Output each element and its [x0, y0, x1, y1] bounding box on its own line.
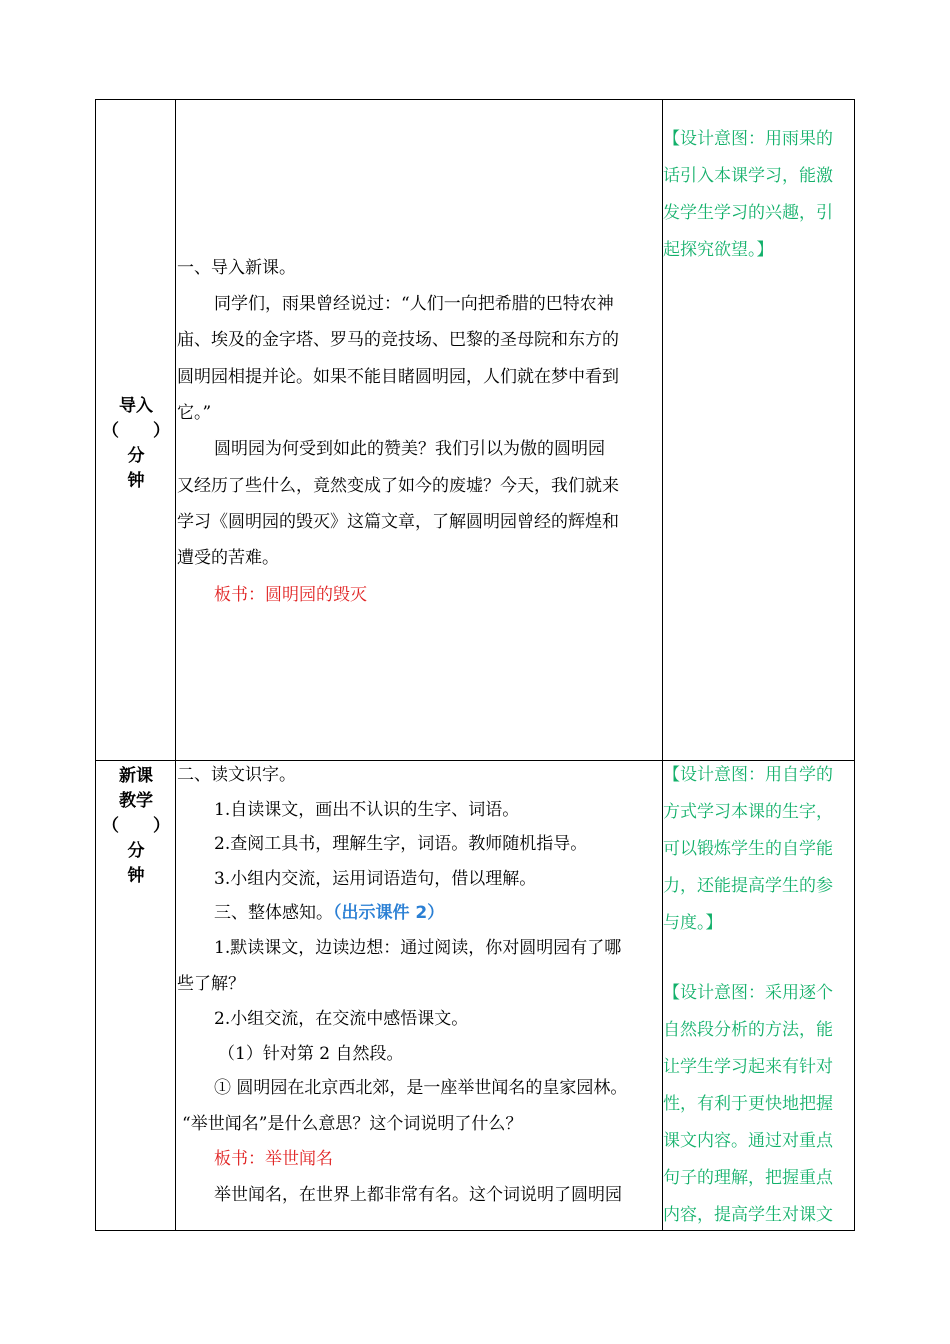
paragraph-line: 1.自读课文，画出不认识的生字、词语。	[214, 800, 520, 820]
note-line: 自然段分析的方法，能	[663, 1020, 833, 1040]
paragraph-line: 1.默读课文，边读边想：通过阅读，你对圆明园有了哪	[214, 938, 622, 958]
row-divider	[96, 760, 854, 761]
label-line: 钟	[127, 866, 145, 886]
board-note: 板书：举世闻名	[214, 1149, 333, 1169]
paragraph-line: 些了解？	[177, 974, 245, 994]
note-line: 【设计意图：采用逐个	[663, 983, 833, 1003]
paragraph-line: 2.查阅工具书，理解生字，词语。教师随机指导。	[214, 834, 588, 854]
paragraph-line: 圆明园相提并论。如果不能目睹圆明园，人们就在梦中看到	[177, 367, 619, 387]
label-line: 新课	[119, 766, 153, 786]
note-line: 发学生学习的兴趣，引	[663, 203, 833, 223]
section-heading: 二、读文识字。	[177, 765, 296, 785]
note-line: 【设计意图：用自学的	[663, 765, 833, 785]
note-line: 【设计意图：用雨果的	[663, 129, 833, 149]
label-line: 教学	[119, 791, 153, 811]
note-line: 课文内容。通过对重点	[663, 1131, 833, 1151]
note-line: 起探究欲望。】	[663, 240, 774, 260]
paragraph-line: 3.小组内交流，运用词语造句，借以理解。	[214, 869, 537, 889]
paragraph-line: （1）针对第 2 自然段。	[218, 1044, 404, 1064]
paragraph-line: 又经历了些什么，竟然变成了如今的废墟？今天，我们就来	[177, 476, 619, 496]
paragraph-line: 2.小组交流，在交流中感悟课文。	[214, 1009, 469, 1029]
section-heading: 三、整体感知。	[214, 903, 333, 923]
row-label-new-lesson	[97, 764, 175, 889]
label-line: 导入	[119, 396, 153, 416]
paragraph-line: ① 圆明园在北京西北郊，是一座举世闻名的皇家园林。	[214, 1078, 628, 1098]
note-line: 话引入本课学习，能激	[663, 166, 833, 186]
paragraph-line: 庙、埃及的金字塔、罗马的竞技场、巴黎的圣母院和东方的	[177, 330, 619, 350]
note-line: 可以锻炼学生的自学能	[663, 839, 833, 859]
note-line: 力，还能提高学生的参	[663, 876, 833, 896]
label-line: （ ）分	[102, 421, 170, 466]
note-line: 性，有利于更快地把握	[663, 1094, 833, 1114]
note-line: 方式学习本课的生字，	[663, 802, 833, 822]
paragraph-line: 圆明园为何受到如此的赞美？我们引以为傲的圆明园	[214, 439, 605, 459]
column-divider-1	[175, 100, 176, 1230]
paragraph-line: 举世闻名，在世界上都非常有名。这个词说明了圆明园	[214, 1185, 622, 1205]
note-line: 内容，提高学生对课文	[663, 1205, 833, 1225]
label-line: 钟	[127, 471, 145, 491]
paragraph-line: 它。”	[177, 403, 212, 423]
note-line: 与度。】	[663, 913, 723, 933]
courseware-ref: （出示课件 2）	[333, 903, 445, 923]
paragraph-line: 同学们，雨果曾经说过：“人们一向把希腊的巴特农神	[214, 294, 614, 314]
label-line: （ ）分	[102, 816, 170, 861]
note-line: 让学生学习起来有针对	[663, 1057, 833, 1077]
paragraph-line: “举世闻名”是什么意思？这个词说明了什么？	[182, 1114, 523, 1134]
board-note: 板书：圆明园的毁灭	[214, 585, 367, 605]
row-label-intro	[97, 394, 175, 494]
paragraph-line: 遭受的苦难。	[177, 548, 279, 568]
paragraph-line: 学习《圆明园的毁灭》这篇文章，了解圆明园曾经的辉煌和	[177, 512, 619, 532]
section-heading-line	[214, 902, 444, 924]
note-line: 句子的理解，把握重点	[663, 1168, 833, 1188]
section-heading: 一、导入新课。	[177, 258, 296, 278]
